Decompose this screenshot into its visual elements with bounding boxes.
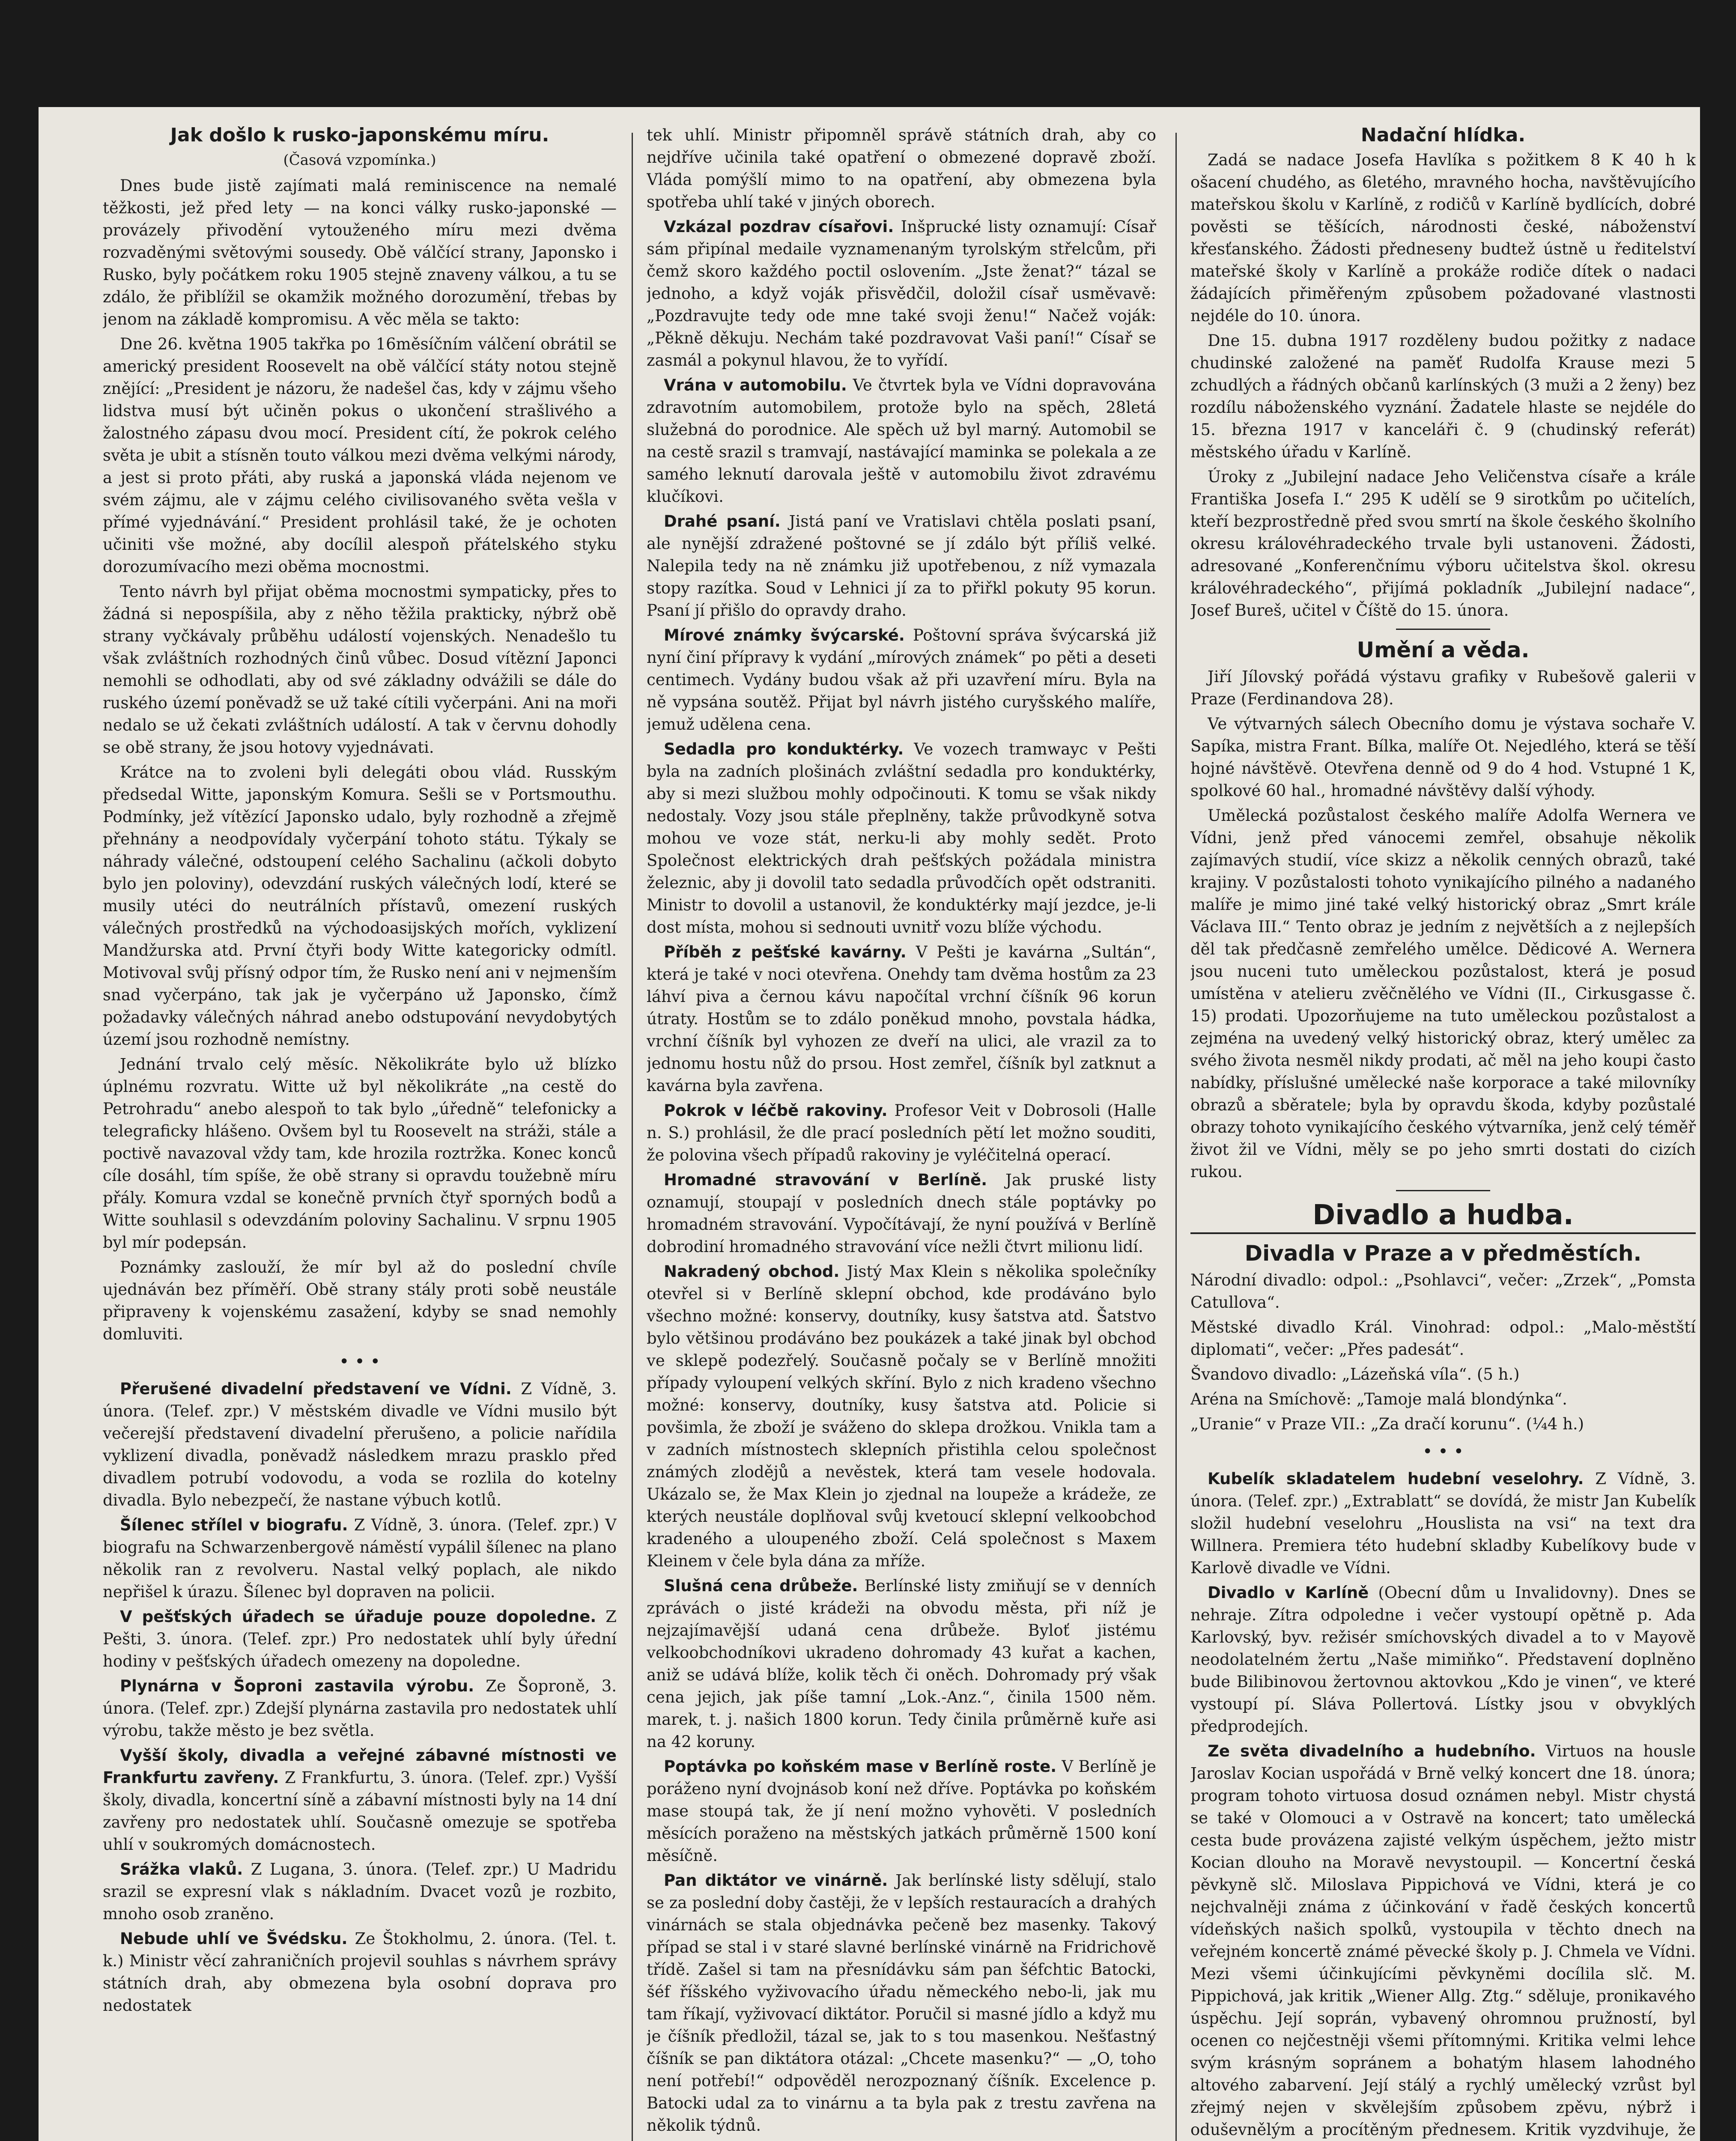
news-item-text: Ze Šoproně, 3. února. (Telef. zpr.) Zdejší plynárna zastavila pro nedostatek uhlí výrobu, takže město je bez světla. — [103, 1677, 617, 1740]
news-item-text: Z Frankfurtu, 3. února. (Telef. zpr.) Vyšší školy, divadla, koncertní síně a zábavní místnosti byly na 14 dní zavřeny pro nedostatek uhlí. Současně omezuje se spotřeba uhlí v soukromých domácnostech. — [103, 1768, 617, 1854]
news-item-lead: V pešťských úřadech se úřaduje pouze dopoledne. — [120, 1607, 597, 1626]
news-item-text: (Obecní dům u Invalidovny). Dnes se nehraje. Zítra odpoledne i večer vystoupí opětně p. Ada Karlovský, byv. režisér smíchovských divadel a to v Mayově neodolatelném žertu „Naše mimiňko“. Představení doplněno bude Bilibinovou žertovnou aktovkou „Kdo je vinen“, ve které vystoupí pí. Sláva Pollertová. Lístky jsou v obvyklých předprodejích. — [1190, 1583, 1696, 1735]
news-item-text: Jak berlínské listy sdělují, stalo se za poslední doby častěji, že v lepších restauracích a drahých vinárnách se stala objednávka pečeně bez masenky. Takový případ se stal i v staré slavné berlínské vinárně na Fridrichově třídě. Zašel si tam na přesnídávku sám pan šéfchtic Batocki, šéf říšského vyživovacího úřadu německého nebo-li, jak mu tam říkají, vyživovací diktátor. Poručil si masné jídlo a když mu je číšník předložil, tázal se, jak to s tou masenkou. Nešťastný číšník se pan diktátora otázal: „Chcete masenku?“ — „O, toho není potřebí!“ odpověděl nerozpoznaný číšník. Excelence p. Batocki udal za to vinárnu a ta byla pak z trestu zavřena na několik týdnů. — [647, 1871, 1156, 2135]
news-item-text: Z Vídně, 3. února. (Telef. zpr.) V biografu na Schwarzenbergově náměstí vypálil šílenec na plano několik ran z revolveru. Nastal velký poplach, ale nikdo nepřišel k úrazu. Šílenec byl dopraven na policii. — [103, 1516, 617, 1601]
news-item-lead: Drahé psaní. — [664, 512, 781, 531]
news-item — [103, 1606, 617, 1673]
news-item-text: Ve vozech tramwayc v Pešti byla na zadních plošinách zvláštní sedadla pro konduktérky, aby si mezi službou mohly odpočinouti. K tomu se však nikdy nedostaly. Vozy jsou stále přeplněny, takže průvodkyně sotva mohou ve voze stát, nerku-li aby mohly sedět. Proto Společnost elektrických drah pešťských požádala ministra železnic, aby ji dovolil tato sedadla průvodčích opět odstraniti. Ministr to dovolil a ustanovil, že konduktérky mají jezdce, je-li dost místa, mohou si sednouti uvnitř vozu blíže východu. — [647, 740, 1156, 936]
news-item-lead: Vyšší školy, divadla a veřejné zábavné místnosti ve Frankfurtu zavřeny. — [103, 1746, 617, 1787]
news-item-text: V Pešti je kavárna „Sultán“, která je také v noci otevřena. Onehdy tam dvěma hostům za 23 láhví piva a černou kávu napočítal vrchní číšník 96 korun útraty. Hostům se to zdálo poněkud mnoho, povstala hádka, vrchní číšník byl vyhozen ze dveří na ulici, ale vrazil za to jednomu hostu nůž do prsou. Host zemřel, číšník byl zatknut a kavárna byla zavřena. — [647, 943, 1156, 1095]
news-item-lead: Mírové známky švýcarské. — [664, 626, 905, 644]
news-item — [647, 1870, 1156, 2137]
article-paragraph: Tento návrh byl přijat oběma mocnostmi sympaticky, přes to žádná si nepospíšila, aby z něho těžila prakticky, nýbrž obě strany vyčkávaly průběhu událostí vojenských. Nenadešlo tu však zvláštních rozhodných činů vůbec. Dosud vítězní Japonci nemohli se odhodlati, aby od své základny odvážili se dále do ruského území poněvadž se už také cítili vyčerpáni. Ani na moři nedalo se už čekati zvláštních událostí. A tak v červnu dohodly se obě strany, že jsou hotovy vyjednávati. — [103, 582, 617, 757]
article-subhead: (Časová vzpomínka.) — [283, 152, 436, 169]
article-paragraph: Poznámky zaslouží, že mír byl až do poslední chvíle ujednáván bez příměří. Obě strany stály proti sobě neustále připraveny k vojenskému zasažení, kdyby se snad nemohly domluviti. — [103, 1258, 617, 1343]
arts-paragraph: Umělecká pozůstalost českého malíře Adolfa Wernera ve Vídni, jenž před vánocemi zemřel, obsahuje několik zajímavých studií, více skizz a několik cenných obrazů, také krajiny. V pozůstalosti tohoto vynikajícího pilného a nadaného malíře je mimo jiné také velký historický obraz „Smrt krále Václava III.“ Tento obraz je jedním z největších a z nejlepších děl tak předčasně zemřelého umělce. Dědicové A. Wernera jsou nuceni tuto uměleckou pozůstalost, která je posud umístěna v atelieru zvěčnělého ve Vídni (II., Cirkusgasse č. 15) prodati. Upozorňujeme na tuto uměleckou pozůstalost a zejména na uvedený velký historický obraz, který umělec za svého života nesměl nikdy prodati, ač měl na jeho koupi často nabídky, příslušné umělecké naše korporace a také milovníky obrazů a sběratele; byla by opravdu škoda, kdyby pozůstalé obrazy tohoto vynikajícího českého výtvarníka, jenž celý téměř život žil ve Vídni, měly se po jeho smrti dostati do cizích rukou. — [1190, 806, 1696, 1181]
news-item-lead: Pan diktátor ve vinárně. — [664, 1871, 888, 1890]
news-item-text: Z Vídně, 3. února. (Telef. zpr.) „Extrablatt“ se dovídá, že mistr Jan Kubelík složil hudební veselohru „Houslista na vsi“ na text dra Willnera. Premiera této hudební skladby Kubelíkovy bude v Karlově divadle ve Vídni. — [1190, 1470, 1696, 1577]
fund-paragraph: Úroky z „Jubilejní nadace Jeho Veličenstva císaře a krále Františka Josefa I.“ 295 K udělí se 9 sirotkům po učitelích, kteří bezprostředně před svou smrtí na škole českého školního okresu královéhradeckého trvale byli ustanoveni. Žádosti, adresované „Konferenčnímu výboru učitelstva škol. okresu královéhradeckého“, přijímá pokladník „Jubilejní nadace“, Josef Bureš, učitel v Číště do 15. února. — [1190, 468, 1696, 620]
news-item-lead: Vrána v automobilu. — [664, 376, 847, 394]
news-item-lead: Příběh z pešťské kavárny. — [664, 943, 907, 961]
article-paragraph: Dnes bude jistě zajímati malá reminiscence na nemalé těžkosti, jež před lety — na konci války rusko-japonské — provázely přivodění vytouženého míru mezi dvěma rozvaděnými světovými sousedy. Obě válčící strany, Japonsko i Rusko, byly počátkem roku 1905 stejně znaveny válkou, a tu se zdálo, že přiblížil se okamžik možného dorozumění, třebas by jenom na základě kompromisu. A věc měla se takto: — [103, 176, 617, 328]
continued-text: tek uhlí. Ministr připomněl správě státních drah, aby co nejdříve učinila také opatření o obmezené dopravě zboží. Vláda pomýšlí mimo to na opatření, aby obmezena byla spotřeba uhlí také v jiných oborech. — [647, 126, 1156, 211]
news-item-lead: Divadlo v Karlíně — [1208, 1583, 1369, 1602]
section-ornament: • • • — [1422, 1442, 1464, 1461]
column-divider — [632, 133, 633, 2141]
programme-line: Národní divadlo: odpol.: „Psohlavci“, večer: „Zrzek“, „Pomsta Catullova“. — [1190, 1271, 1696, 1312]
news-item-lead: Ze světa divadelního a hudebního. — [1208, 1742, 1536, 1760]
fund-paragraph: Zadá se nadace Josefa Havlíka s požitkem 8 K 40 h k ošacení chudého, as 6letého, mravného hocha, navštěvujícího mateřskou školu v Karlíně, z rodičů v Karlíně bydlících, dobré pověsti se těšících, národnosti české, náboženství křesťanského. Žádosti předneseny budtež ústně u ředitelství mateřské školy v Karlíně a prokáže rodiče dítek o nadaci žádajících přiměřeným způsobem požadované vlastnosti nejdéle do 10. února. — [1190, 151, 1696, 325]
news-item — [647, 216, 1156, 372]
news-item-text: Inšprucké listy oznamují: Císař sám připínal medaile vyznamenaným tyrolským střelcům, při čemž skoro každého poctil oslovením. „Jste ženat?“ tázal se jednoho, a když voják přisvědčil, doložil císař usměvavě: „Pozdravujte tedy ode mne také svoji ženu!“ Načež voják: „Pěkně děkuju. Nechám také pozdravovat Vaši paní!“ Císař se zasmál a pokynul hlavou, že to vyřídí. — [647, 218, 1156, 370]
news-item-text: Z Pešti, 3. února. (Telef. zpr.) Pro nedostatek uhlí byly úřední hodiny v pešťských úřadech omezeny na dopoledne. — [103, 1607, 617, 1670]
section-subtitle-theatre: Divadla v Praze a v předměstích. — [1244, 1241, 1642, 1266]
news-item-text: V Berlíně je poráženo nyní dvojnásob koní než dříve. Poptávka po koňském mase stoupá tak, že jí není možno vyhověti. V posledních měsících poraženo na městských jatkách průměrně 1500 koní měsíčně. — [647, 1757, 1156, 1865]
news-item-text: Ve čtvrtek byla ve Vídni dopravována zdravotním automobilem, protože bylo na spěch, 28letá služebná do porodnice. Ale spěch už byl marný. Automobil se na cestě srazil s tramvají, nastávající maminka se polekala a ze samého leknutí darovala ještě v automobilu život zdravému klučíkovi. — [647, 376, 1156, 506]
news-item — [647, 624, 1156, 736]
news-item-text: Virtuos na housle Jaroslav Kocian uspořádá v Brně velký koncert dne 18. února; program tohoto virtuosa dosud oznámen nebyl. Mistr chystá se také v Olomouci a v Ostravě na koncert; tato umělecká cesta bude provázena zajisté velkým úspěchem, ježto mistr Kocian dlouho na Moravě nevystoupil. — Koncertní česká pěvkyně slč. Miloslava Pippichová ve Vídni, která je co nejchvalněji známa z účinkování v řadě českých koncertů vídeňských našich spolků, vystoupila v těchto dnech na veřejném koncertě známé pěvecké školy p. J. Chmela ve Vídni. Mezi všemi účinkujícími pěvkyněmi docílila slč. M. Pippichová, jak kritik „Wiener Allg. Ztg.“ sděluje, pronikavého úspěchu. Její soprán, vybavený ohromnou pružností, byl ocenen co nejčestněji všemi přítomnými. Kritika velmi lehce svým krásným sopránem a bohatým hlasem lahodného altového zabarvení. Její stálý a rychlý umělecký vzrůst byl zřejmý nejen v skvělejším způsobem zpěvu, nýbrž i oduševnělým a procítěným přednesem. Kritik vyzdvihuje, že — [1190, 1742, 1696, 2139]
section-divider — [1396, 1190, 1490, 1191]
section-ornament: • • • — [339, 1352, 381, 1372]
column-middle — [647, 124, 1156, 2141]
news-item-text: Jistý Max Klein s několika společníky otevřel si v Berlíně sklepní obchod, kde prodáváno bylo všechno možné: konservy, doutníky, kusy šatstva atd. Šatstvo bylo většinou prodáváno bez poukázek a také jinak byl obchod ve sklepě podezřelý. Současně počaly se v Berlíně množiti případy vyloupení velkých skříní. Bylo z nich kradeno všechno možné: konservy, doutníky, kusy šatstva atd. Policie si povšimla, že zboží je sváženo do sklepa drožkou. Vnikla tam a v zadních místnostech sklepních přistihla celou společnost známých zlodějů a nevěstek, která tam vesele hodovala. Ukázalo se, že Max Klein jo zjednal na loupeže a krádeže, ze kterých neustále doplňoval svůj kvetoucí sklepní velkoobchod kradeného a uloupeného zboží. Celá společnost s Maxem Kleinem v čele byla dána za mříže. — [647, 1262, 1156, 1570]
column-left — [103, 124, 617, 2141]
news-item-lead: Nebude uhlí ve Švédsku. — [120, 1929, 348, 1948]
arts-paragraph: Jiří Jílovský pořádá výstavu grafiky v Rubešově galerii v Praze (Ferdinandova 28). — [1190, 668, 1696, 708]
news-item-lead: Šílenec střílel v biografu. — [120, 1516, 348, 1534]
news-item-lead: Kubelík skladatelem hudební veselohry. — [1208, 1470, 1584, 1488]
news-item-text: Jak pruské listy oznamují, stoupají v posledních dnech stále poptávky po hromadném stravování. Vypočítávají, že nyní používá v Berlíně dobrodiní hromadného stravování více nežli čtvrt milionu lidí. — [647, 1171, 1156, 1256]
section-title-theatre: Divadlo a hudba. — [1190, 1198, 1696, 1234]
news-item — [647, 1756, 1156, 1867]
news-item-lead: Srážka vlaků. — [120, 1860, 243, 1879]
news-item — [103, 1928, 617, 2017]
news-item-lead: Nakradený obchod. — [664, 1262, 840, 1281]
news-item-text: Z Vídně, 3. února. (Telef. zpr.) V městském divadle ve Vídni musilo být večerejší představení divadelní přerušeno, a policie nařídila vyklizení divadla, poněvadž následkem mrazu prasklo před divadlem potrubí vodovodu, a voda se rozlila do kotelny divadla. Bylo nebezpečí, že nastane výbuch kotlů. — [103, 1380, 617, 1509]
section-title-fund: Nadační hlídka. — [1360, 124, 1526, 146]
article-paragraph: Dne 26. května 1905 takřka po 16měsíčním válčení obrátil se americký president Roosevelt na obě válčící státy notou stejně znějící: „President je názoru, že nadešel čas, kdy v zájmu všeho lidstva musí být učiněn pokus o ukončení strašlivého a žalostného zápasu dvou mocí. President cítí, že pokrok celého světa je ubit a stísněn touto válkou mezi dvěma velkými národy, a jest si proto přáti, aby ruská a japonská vláda nejenom ve svém zájmu, ale v zájmu celého civilisovaného světa vešla v přímé vyjednávání.“ President prohlásil také, že je ochoten učiniti vše možné, aby docílil alespoň přátelského styku dorozumívacího mezi oběma mocnostmi. — [103, 335, 617, 576]
news-item-lead: Pokrok v léčbě rakoviny. — [664, 1101, 888, 1120]
news-item-text: Berlínské listy zmiňují se v denních zprávách o jisté krádeži na obvodu města, při níž je nejzajímavější udaná cena drůbeže. Byloť jistému velkoobchodníkovi ukradeno dohromady 43 kuřat a kachen, aniž se udává blíže, kolik těch či oněch. Dohromady prý však cena jejich, jak píše tamní „Lok.-Anz.“, činila 1500 něm. marek, t. j. našich 1800 korun. Tedy činila průměrně kuře asi na 42 koruny. — [647, 1577, 1156, 1751]
news-item-text: Profesor Veit v Dobrosoli (Halle n. S.) prohlásil, že dle prací posledních pětí let možno souditi, že polovina všech případů rakoviny je vyléčitelná operací. — [647, 1101, 1156, 1164]
column-right — [1190, 124, 1696, 2141]
section-divider — [1396, 629, 1490, 630]
news-item — [1190, 1582, 1696, 1738]
programme-line: Městské divadlo Král. Vinohrad: odpol.: „Malo-městští diplomati“, večer: „Přes padesát“. — [1190, 1318, 1696, 1359]
newspaper-page — [39, 107, 1700, 2141]
news-item-lead: Poptávka po koňském mase v Berlíně roste. — [664, 1757, 1057, 1776]
news-item — [647, 1261, 1156, 1572]
programme-line: Švandovo divadlo: „Lázeňská víla“. (5 h.) — [1190, 1365, 1520, 1384]
news-item — [647, 1575, 1156, 1753]
news-item-text: Jistá paní ve Vratislavi chtěla poslati psaní, ale nynější zdražené poštovné se jí zdálo být příliš velké. Nalepila tedy na ně známku již upotřebenou, z níž vymazala stopy razítka. Soud v Lehnici jí za to přiřkl pokuty 95 korun. Psaní jí přišlo do opravdy draho. — [647, 512, 1156, 620]
news-item-lead: Slušná cena drůbeže. — [664, 1577, 858, 1595]
article-headline: Jak došlo k rusko-japonskému míru. — [170, 124, 549, 146]
news-item — [647, 738, 1156, 939]
news-item-lead: Sedadla pro konduktérky. — [664, 740, 904, 758]
news-item-text: Ze Štokholmu, 2. února. (Tel. t. k.) Ministr věcí zahraničních projevil souhlas s návrhem správy státních drah, aby obmezena byla osobní doprava pro nedostatek — [103, 1929, 617, 2015]
article-paragraph: Jednání trvalo celý měsíc. Několikráte bylo už blízko úplnému rozvratu. Witte už byl několikráte „na cestě do Petrohradu“ anebo alespoň to tak bylo „úředně“ telefonicky a telegraficky hlášeno. Ovšem byl tu Roosevelt na stráži, stále a poctivě navazoval vždy tam, kde hrozila roztržka. Konec konců cíle dosáhl, tím spíše, že obě strany si opravdu toužebně míru přály. Komura vzdal se konečně prvních čtyř sporných bodů a Witte souhlasil s odevzdáním poloviny Sachalinu. V srpnu 1905 byl mír podepsán. — [103, 1055, 617, 1252]
news-item — [1190, 1740, 1696, 2141]
section-title-arts: Umění a věda. — [1357, 638, 1530, 662]
news-item — [647, 374, 1156, 508]
column-divider — [1175, 133, 1177, 2141]
news-item — [647, 1100, 1156, 1166]
fund-paragraph: Dne 15. dubna 1917 rozděleny budou požitky z nadace chudinské založené na paměť Rudolfa Krause mezi 5 zchudlých a řádných občanů karlínských (3 muži a 2 ženy) bez rozdílu náboženského vyznání. Žadatele hlaste se nejdéle do 15. března 1917 v kanceláři č. 9 (chudinský referát) městského úřadu v Karlíně. — [1190, 331, 1696, 461]
programme-line: Aréna na Smíchově: „Tamoje malá blondýnka“. — [1190, 1390, 1567, 1408]
news-item-lead: Hromadné stravování v Berlíně. — [664, 1171, 987, 1189]
news-item — [1190, 1468, 1696, 1579]
news-item — [103, 1858, 617, 1925]
news-item-text: Poštovní správa švýcarská již nyní činí přípravy k vydání „mírových známek“ po pěti a deseti centimech. Vydány budou však až při uzavření míru. Byla na ně vypsána soutěž. Přijat byl návrh jistého curyšského malíře, jemuž udělena cena. — [647, 626, 1156, 734]
programme-line: „Uranie“ v Praze VII.: „Za dračí korunu“. (¼4 h.) — [1190, 1415, 1584, 1433]
news-item — [647, 1169, 1156, 1258]
news-item — [103, 1744, 617, 1856]
news-item — [103, 1675, 617, 1742]
news-item-lead: Vzkázal pozdrav císařovi. — [664, 218, 894, 236]
arts-paragraph: Ve výtvarných sálech Obecního domu je výstava sochaře V. Sapíka, mistra Frant. Bílka, malíře Ot. Nejedlého, která se těší hojné návštěvě. Otevřena denně od 9 do 4 hod. Vstupné 1 K, spolkové 60 hal., hromadné návštěvy další výhody. — [1190, 715, 1696, 800]
news-item — [103, 1378, 617, 1512]
news-item — [103, 1514, 617, 1603]
news-item-text: Z Lugana, 3. února. (Telef. zpr.) U Madridu srazil se expresní vlak s nákladním. Dvacet vozů je rozbito, mnoho osob zraněno. — [103, 1860, 617, 1923]
news-item — [647, 941, 1156, 1097]
news-item-lead: Plynárna v Šoproni zastavila výrobu. — [120, 1677, 474, 1695]
article-paragraph: Krátce na to zvoleni byli delegáti obou vlád. Rusským předsedal Witte, japonským Komura. Sešli se v Portsmouthu. Podmínky, jež vítězící Japonsko udalo, byly rozhodně a zřejmě přehnány a neodpovídaly vyčerpání tohoto státu. Týkaly se náhrady válečné, odstoupení celého Sachalinu (ačkoli dobyto bylo jen poloviny), odevzdání ruských válečných lodí, které se musily utéci do neutrálních přístavů, omezení ruských válečných prostředků na východoasijských mořích, vyklizení Mandžurska atd. První čtyři body Witte kategoricky odmítl. Motivoval svůj přísný odpor tím, že Rusko není ani v nejmenším snad vyčerpáno, tak jak je vyčerpáno už Japonsko, čímž požadavky válečných náhrad anebo odstupování nevydobytých území jsou rozhodně nemístny. — [103, 763, 617, 1049]
news-item-lead: Přerušené divadelní představení ve Vídni. — [120, 1380, 512, 1398]
news-item — [647, 510, 1156, 622]
